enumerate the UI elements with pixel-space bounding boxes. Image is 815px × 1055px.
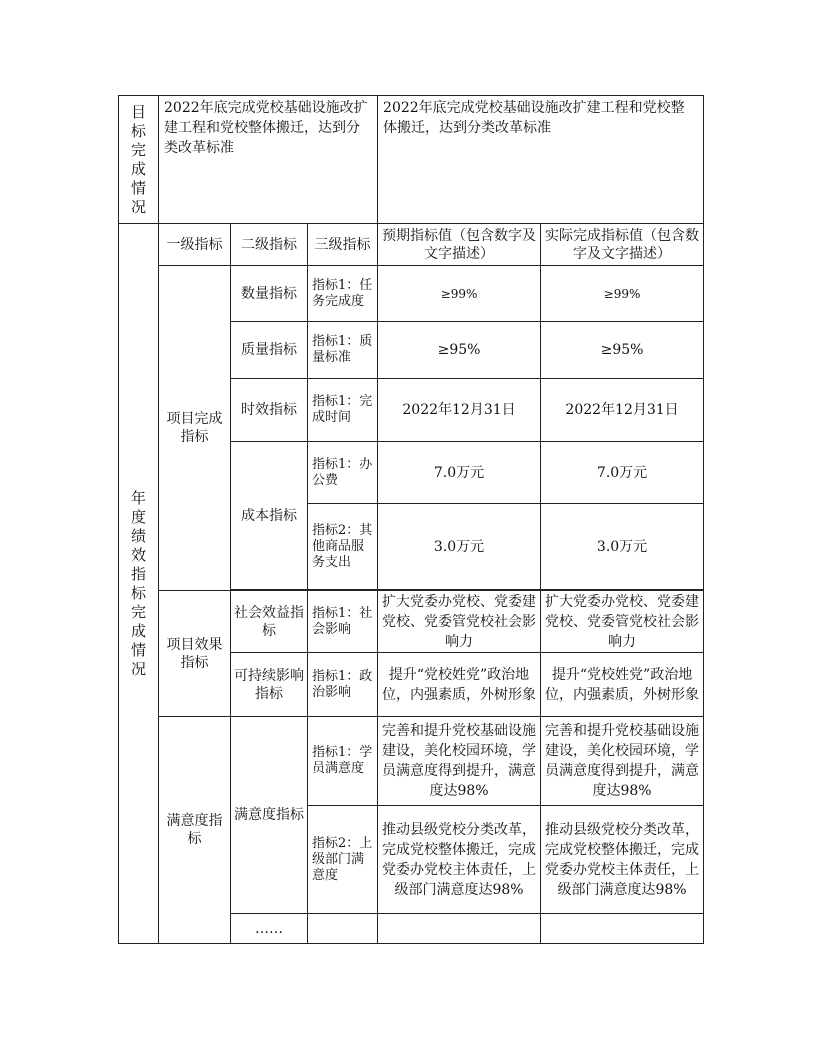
l3-empty — [308, 914, 378, 944]
l2-timeliness: 时效指标 — [231, 379, 308, 442]
actual-social: 扩大党委办党校、党委建党校、党委管党校社会影响力 — [541, 591, 704, 653]
actual-empty — [541, 914, 704, 944]
l2-satisfaction: 满意度指标 — [231, 717, 308, 914]
actual-cost2: 3.0万元 — [541, 504, 704, 590]
expected-satis1: 完善和提升党校基础设施建设，美化校园环境，学员满意度得到提升，满意度达98% — [378, 717, 541, 806]
actual-quality: ≥95% — [541, 322, 704, 379]
l3-social: 指标1：社会影响 — [308, 591, 378, 653]
expected-sustain: 提升“党校姓党”政治地位，内强素质，外树形象 — [378, 653, 541, 717]
expected-quality: ≥95% — [378, 322, 541, 379]
goal-section-label: 目标完成情况 — [119, 96, 159, 224]
perf-section-label: 年度绩效指标完成情况 — [119, 224, 159, 944]
l3-quality: 指标1：质量标准 — [308, 322, 378, 379]
expected-cost2: 3.0万元 — [378, 504, 541, 590]
l2-quantity: 数量指标 — [231, 266, 308, 322]
actual-timeliness: 2022年12月31日 — [541, 379, 704, 442]
expected-quantity: ≥99% — [378, 266, 541, 322]
goal-actual-text: 2022年底完成党校基础设施改扩建工程和党校整体搬迁，达到分类改革标准 — [378, 96, 704, 224]
l2-social: 社会效益指标 — [231, 591, 308, 653]
l3-satis1: 指标1：学员满意度 — [308, 717, 378, 806]
actual-quantity: ≥99% — [541, 266, 704, 322]
actual-sustain: 提升“党校姓党”政治地位，内强素质，外树形象 — [541, 653, 704, 717]
l3-cost2: 指标2：其他商品服务支出 — [308, 504, 378, 590]
actual-satis1: 完善和提升党校基础设施建设，美化校园环境，学员满意度得到提升，满意度达98% — [541, 717, 704, 806]
actual-satis2: 推动县级党校分类改革，完成党校整体搬迁，完成党委办党校主体责任，上级部门满意度达98% — [541, 806, 704, 914]
header-level2: 二级指标 — [231, 224, 308, 266]
l2-more: …… — [231, 914, 308, 944]
expected-empty — [378, 914, 541, 944]
l3-cost1: 指标1：办公费 — [308, 442, 378, 504]
l3-timeliness: 指标1：完成时间 — [308, 379, 378, 442]
l2-sustain: 可持续影响指标 — [231, 653, 308, 717]
group-completion: 项目完成指标 — [159, 266, 231, 591]
group-satisfaction: 满意度指标 — [159, 717, 231, 944]
header-expected: 预期指标值（包含数字及文字描述） — [378, 224, 541, 266]
expected-satis2: 推动县级党校分类改革，完成党校整体搬迁，完成党委办党校主体责任，上级部门满意度达98% — [378, 806, 541, 914]
header-actual: 实际完成指标值（包含数字及文字描述） — [541, 224, 704, 266]
expected-cost1: 7.0万元 — [378, 442, 541, 504]
actual-cost1: 7.0万元 — [541, 442, 704, 504]
expected-timeliness: 2022年12月31日 — [378, 379, 541, 442]
l3-satis2: 指标2：上级部门满意度 — [308, 806, 378, 914]
expected-social: 扩大党委办党校、党委建党校、党委管党校社会影响力 — [378, 591, 541, 653]
performance-table — [118, 95, 704, 944]
group-effect: 项目效果指标 — [159, 591, 231, 717]
goal-expected-text: 2022年底完成党校基础设施改扩建工程和党校整体搬迁，达到分类改革标准 — [159, 96, 378, 224]
l2-cost: 成本指标 — [231, 442, 308, 590]
l2-quality: 质量指标 — [231, 322, 308, 379]
header-level1: 一级指标 — [159, 224, 231, 266]
l3-quantity: 指标1：任务完成度 — [308, 266, 378, 322]
l3-sustain: 指标1：政治影响 — [308, 653, 378, 717]
header-level3: 三级指标 — [308, 224, 378, 266]
